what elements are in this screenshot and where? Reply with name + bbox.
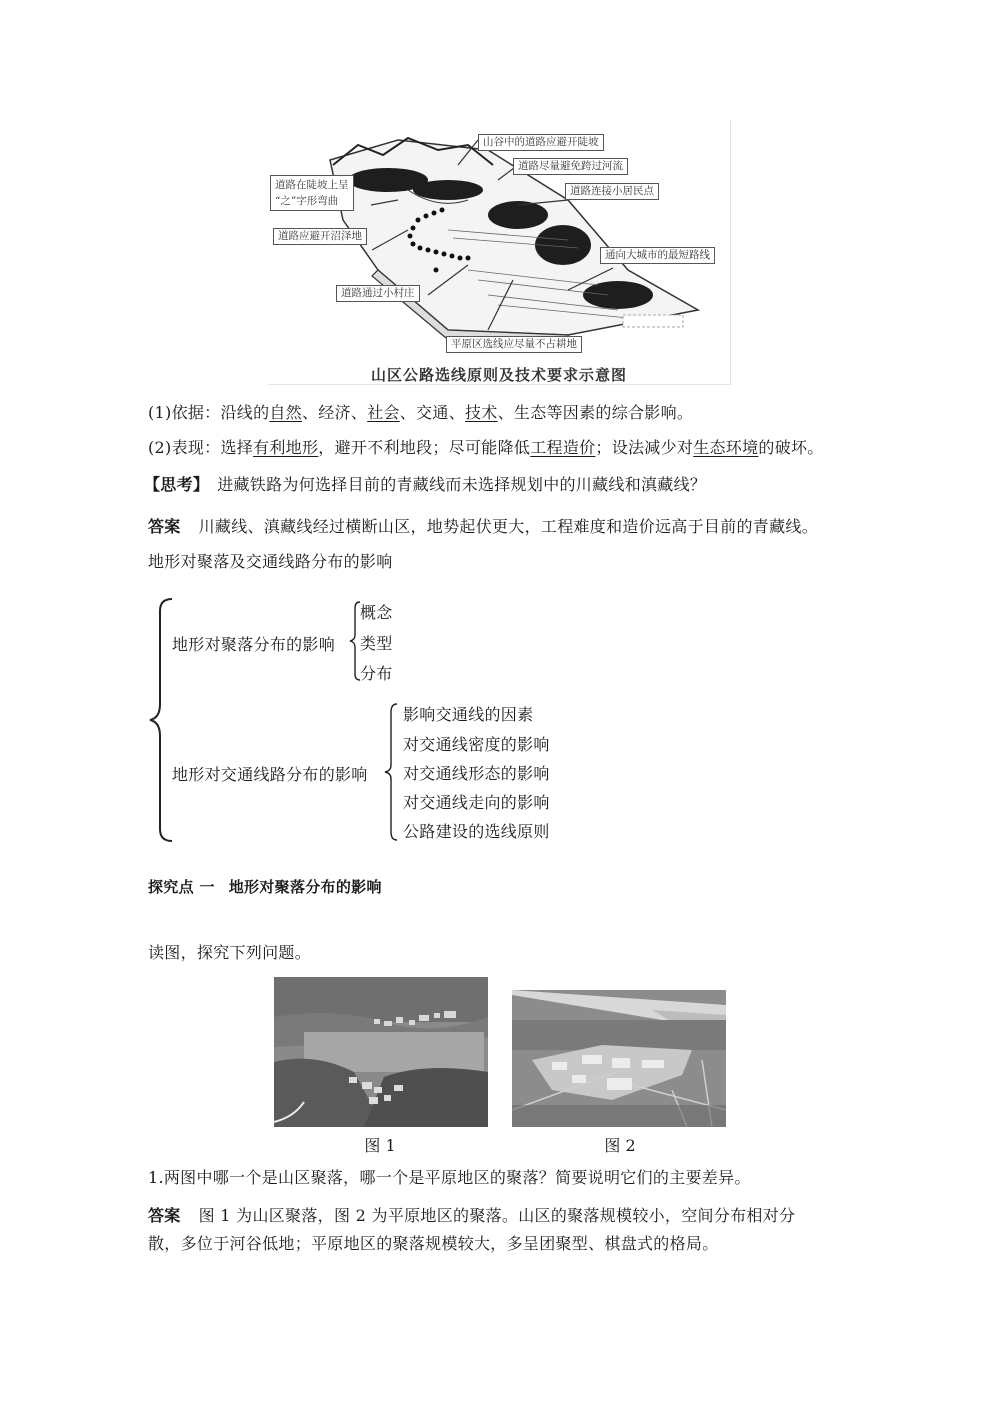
question-1-answer-text1: 图 1 为山区聚落，图 2 为平原地区的聚落。山区的聚落规模较小，空间分布相对分 [198,1206,796,1225]
performance-text-2: ；设法减少对 [595,438,694,457]
performance-keyword-cost: 工程造价 [530,438,596,457]
photo-plain-settlement [512,990,726,1127]
explore-instruction: 读图，探究下列问题。 [148,943,312,962]
question-1-answer-label: 答案 [148,1206,181,1225]
photo-mountain-settlement [274,977,488,1127]
callout-pass-village: 道路通过小村庄 [336,285,420,302]
tree-branch-transport: 地形对交通线路分布的影响 [172,765,368,784]
callout-zigzag-line1: 道路在陡坡上呈 [275,179,349,191]
tree-item-direction: 对交通线走向的影响 [403,793,550,812]
tree-branch-settlement: 地形对聚落分布的影响 [172,635,336,654]
photo-caption-1: 图 1 [364,1136,396,1155]
think-question [144,472,706,495]
answer-text: 川藏线、滇藏线经过横断山区，地势起伏更大，工程难度和造价远高于目前的青藏线。 [198,517,819,536]
answer-label: 答案 [148,517,181,536]
tree-item-shape: 对交通线形态的影响 [403,764,550,783]
basis-prefix: (1)依据：沿线的 [148,403,270,422]
callout-avoid-steep-slope: 山谷中的道路应避开陡坡 [478,134,604,151]
question-1: 1.两图中哪一个是山区聚落，哪一个是平原地区的聚落？简要说明它们的主要差异。 [148,1168,751,1187]
section-title: 地形对聚落及交通线路分布的影响 [148,552,393,571]
tree-item-density: 对交通线密度的影响 [403,735,550,754]
performance-text-3: 的破坏。 [758,438,824,457]
tree-item-type: 类型 [360,634,393,653]
basis-keyword-nature: 自然 [269,403,302,422]
photo-caption-2: 图 2 [604,1136,636,1155]
callout-connect-settlements: 道路连接小居民点 [565,183,659,200]
callout-zigzag-road [270,175,354,211]
tree-item-factors: 影响交通线的因素 [403,705,534,724]
question-1-answer-line1 [148,1203,795,1226]
callout-zigzag-line2: “之”字形弯曲 [275,195,339,207]
basis-text-2: 、交通、 [399,403,465,422]
callout-avoid-farmland: 平原区选线应尽量不占耕地 [446,336,582,353]
performance-prefix: (2)表现：选择 [148,438,254,457]
transport-brace-icon [383,702,399,842]
basis-keyword-society: 社会 [367,403,400,422]
explore-heading-number: 一 [199,878,215,896]
basis-keyword-technology: 技术 [465,403,498,422]
performance-keyword-environment: 生态环境 [693,438,759,457]
think-tag: 【思考】 [144,475,210,494]
callout-avoid-crossing-river: 道路尽量避免跨过河流 [513,158,628,175]
explore-heading-prefix: 探究点 [148,878,194,896]
performance-keyword-terrain: 有利地形 [253,438,319,457]
tree-item-distribution: 分布 [360,664,393,683]
performance-text-1: ，避开不利地段；尽可能降低 [318,438,531,457]
think-answer [148,514,818,537]
tree-item-concept: 概念 [360,603,393,622]
callout-shortest-route: 通向大城市的最短路线 [600,247,715,264]
explore-heading [148,876,382,897]
basis-text-3: 、生态等因素的综合影响。 [497,403,694,422]
question-1-answer-line2: 散，多位于河谷低地；平原地区的聚落规模较大，多呈团聚型、棋盘式的格局。 [148,1234,719,1253]
think-question-text: 进藏铁路为何选择目前的青藏线而未选择规划中的川藏线和滇藏线？ [217,475,707,494]
basis-text-1: 、经济、 [301,403,368,422]
basis-line [148,400,693,423]
tree-item-route-principles: 公路建设的选线原则 [403,822,550,841]
diagram-caption: 山区公路选线原则及技术要求示意图 [370,366,627,384]
road-selection-diagram [268,120,731,385]
callout-avoid-swamp: 道路应避开沼泽地 [273,228,367,245]
explore-heading-title: 地形对聚落分布的影响 [228,878,382,896]
performance-line [148,435,824,458]
